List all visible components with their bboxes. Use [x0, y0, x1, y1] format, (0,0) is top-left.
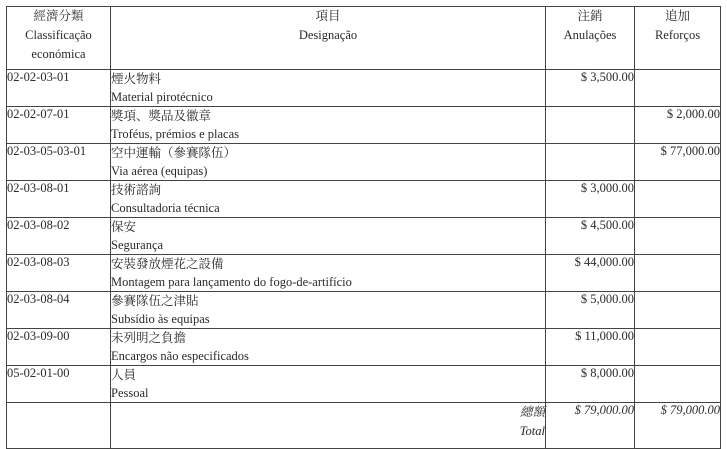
total-row	[7, 403, 721, 449]
header-designation-zh: 項目	[315, 9, 341, 23]
row-code: 02-03-05-03-01	[7, 144, 111, 181]
header-classification-zh: 經濟分類	[33, 9, 84, 23]
row-code: 02-03-08-04	[7, 292, 111, 329]
header-reinforcements-pt: Reforços	[654, 28, 701, 42]
row-designation	[111, 366, 546, 403]
row-designation	[111, 181, 546, 218]
row-designation-pt: Encargos não especificados	[111, 349, 249, 363]
row-reinforcement	[635, 218, 721, 255]
table-row	[7, 107, 721, 144]
row-designation-pt: Montagem para lançamento do fogo-de-artifício	[111, 275, 352, 289]
table-row	[7, 70, 721, 107]
row-annulment	[546, 107, 635, 144]
table-row	[7, 366, 721, 403]
total-empty-cell	[7, 403, 111, 449]
row-designation-pt: Segurança	[111, 238, 164, 252]
total-reinforcements: $ 79,000.00	[635, 403, 721, 449]
row-designation	[111, 144, 546, 181]
total-label	[111, 403, 546, 449]
row-designation-zh: 保安	[111, 220, 137, 234]
row-designation-zh: 安裝發放煙花之設備	[111, 257, 224, 271]
header-designation-pt: Designação	[298, 28, 358, 42]
row-designation	[111, 255, 546, 292]
header-classification-pt: Classificação económica	[25, 28, 92, 61]
row-annulment: $ 44,000.00	[546, 255, 635, 292]
header-designation	[111, 7, 546, 70]
row-designation-pt: Pessoal	[111, 386, 149, 400]
row-code: 02-03-08-03	[7, 255, 111, 292]
row-reinforcement	[635, 70, 721, 107]
row-designation-zh: 空中運輸（參賽隊伍）	[111, 146, 237, 160]
row-designation-pt: Subsídio às equipas	[111, 312, 210, 326]
row-designation-pt: Material pirotécnico	[111, 90, 213, 104]
row-designation-pt: Troféus, prémios e placas	[111, 127, 239, 141]
table-row	[7, 255, 721, 292]
row-designation-zh: 獎項、獎品及徽章	[111, 109, 212, 123]
header-reinforcements	[635, 7, 721, 70]
row-reinforcement: $ 77,000.00	[635, 144, 721, 181]
row-designation-pt: Via aérea (equipas)	[111, 164, 208, 178]
row-designation	[111, 70, 546, 107]
row-reinforcement	[635, 329, 721, 366]
row-reinforcement	[635, 366, 721, 403]
header-classification	[7, 7, 111, 70]
row-designation-pt: Consultadoria técnica	[111, 201, 220, 215]
row-code: 02-03-08-02	[7, 218, 111, 255]
row-annulment: $ 5,000.00	[546, 292, 635, 329]
row-reinforcement: $ 2,000.00	[635, 107, 721, 144]
row-annulment: $ 4,500.00	[546, 218, 635, 255]
row-designation	[111, 329, 546, 366]
row-designation-zh: 未列明之負擔	[111, 331, 187, 345]
table-row	[7, 292, 721, 329]
header-annulments	[546, 7, 635, 70]
row-code: 02-03-08-01	[7, 181, 111, 218]
table-row	[7, 181, 721, 218]
row-designation	[111, 292, 546, 329]
row-reinforcement	[635, 181, 721, 218]
table-row	[7, 329, 721, 366]
total-annulments: $ 79,000.00	[546, 403, 635, 449]
header-annulments-pt: Anulações	[563, 28, 617, 42]
row-designation-zh: 煙火物料	[111, 72, 162, 86]
row-designation	[111, 218, 546, 255]
row-annulment: $ 11,000.00	[546, 329, 635, 366]
row-designation-zh: 參賽隊伍之津貼	[111, 294, 199, 308]
header-row	[7, 7, 721, 70]
row-designation	[111, 107, 546, 144]
row-annulment: $ 3,000.00	[546, 181, 635, 218]
row-annulment: $ 8,000.00	[546, 366, 635, 403]
header-annulments-zh: 注銷	[577, 9, 603, 23]
row-reinforcement	[635, 255, 721, 292]
row-designation-zh: 人員	[111, 368, 137, 382]
row-code: 02-02-07-01	[7, 107, 111, 144]
row-code: 02-02-03-01	[7, 70, 111, 107]
header-reinforcements-zh: 追加	[664, 9, 690, 23]
row-annulment	[546, 144, 635, 181]
row-designation-zh: 技術諮詢	[111, 183, 162, 197]
table-row	[7, 144, 721, 181]
total-label-pt: Total	[519, 424, 545, 438]
total-label-zh: 總額	[519, 405, 545, 419]
row-code: 02-03-09-00	[7, 329, 111, 366]
table-row	[7, 218, 721, 255]
row-code: 05-02-01-00	[7, 366, 111, 403]
budget-table	[6, 6, 721, 449]
row-reinforcement	[635, 292, 721, 329]
row-annulment: $ 3,500.00	[546, 70, 635, 107]
